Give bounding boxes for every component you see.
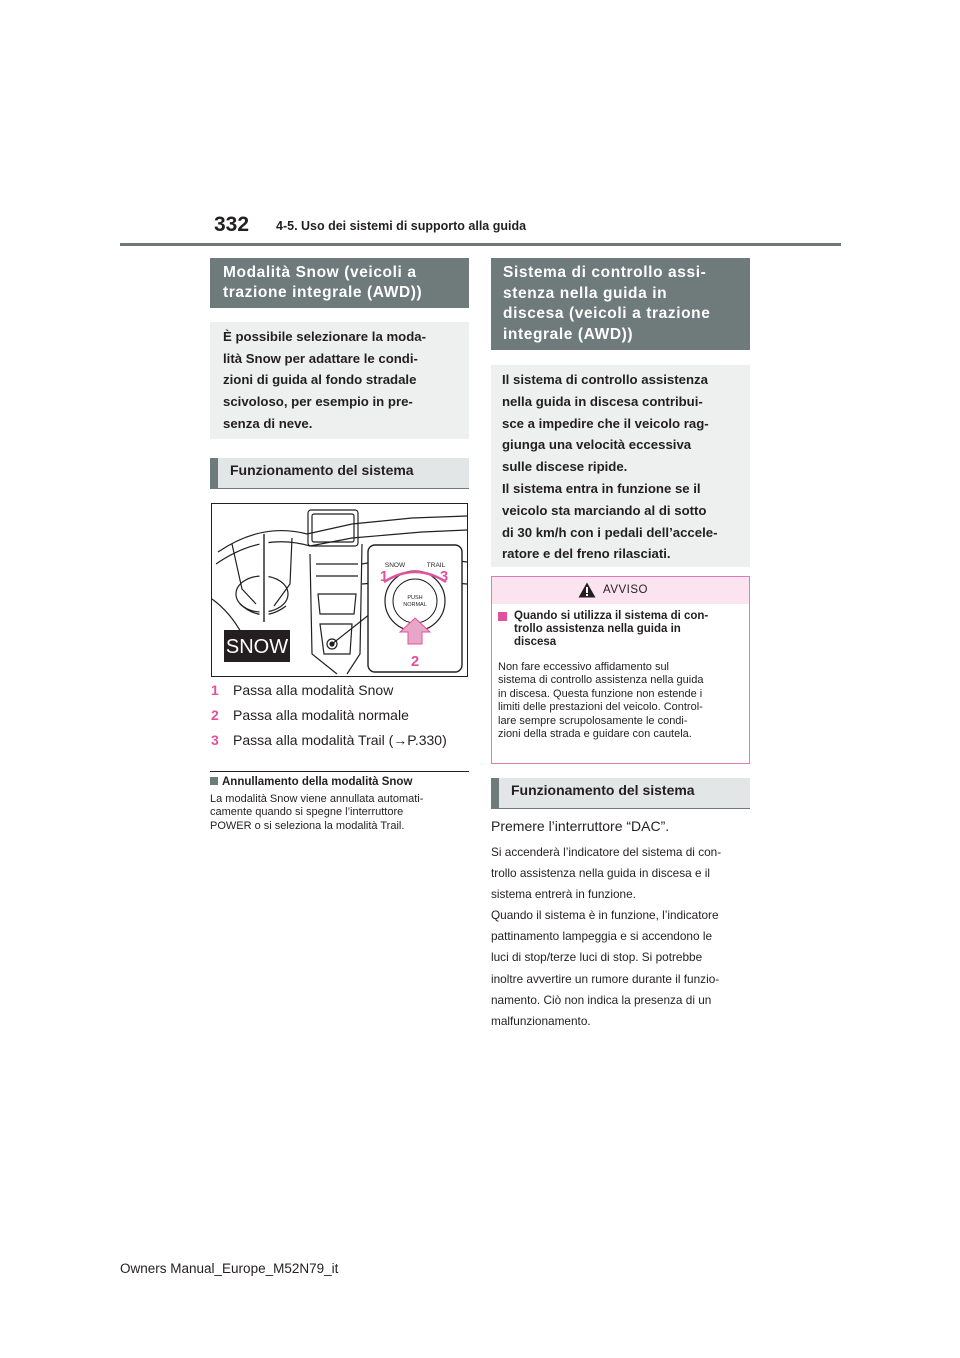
warning-box xyxy=(491,576,750,764)
header-rule xyxy=(120,243,841,246)
subheading-rule xyxy=(210,488,469,489)
warning-header xyxy=(492,577,749,604)
paragraph xyxy=(491,842,721,906)
warning-icon xyxy=(578,582,596,598)
bullet-square-icon xyxy=(210,777,218,785)
dac-title xyxy=(491,258,750,350)
switch-snow-label: SNOW xyxy=(384,562,406,569)
intro-line: lità Snow per adattare le condi- xyxy=(223,350,418,366)
warning-body-line: limiti delle prestazioni del veicolo. Control- xyxy=(498,701,703,714)
warning-body-line: sistema di controllo assistenza nella guida xyxy=(498,674,704,687)
title-line: discesa (veicoli a trazione xyxy=(503,305,711,322)
intro-line: È possibile selezionare la moda- xyxy=(223,329,427,344)
cancel-heading-text: Annullamento della modalità Snow xyxy=(222,776,413,788)
title-line: Sistema di controllo assi- xyxy=(503,264,707,281)
cancel-body xyxy=(210,793,469,833)
title-line: trazione integrale (AWD)) xyxy=(223,284,423,301)
step-item xyxy=(211,731,447,749)
section-title: 4-5. Uso dei sistemi di supporto alla guida xyxy=(276,219,527,233)
dac-intro xyxy=(491,365,750,567)
step-number: 2 xyxy=(211,707,219,723)
snow-mode-intro xyxy=(210,322,469,439)
warning-body-line: in discesa. Questa funzione non estende i xyxy=(498,687,703,700)
press-instruction: Premere l’interruttore “DAC”. xyxy=(491,818,670,834)
intro-line: sce a impedire che il veicolo rag- xyxy=(502,415,709,431)
step-number: 3 xyxy=(211,732,219,748)
step-text: Passa alla modalità Snow xyxy=(233,682,394,698)
right-subheading: Funzionamento del sistema xyxy=(491,778,750,808)
warning-heading xyxy=(498,610,708,650)
warning-heading-line: trollo assistenza nella guida in xyxy=(514,623,681,636)
body-line: Quando il sistema è in funzione, l’indicatore xyxy=(491,908,719,922)
body-line: inoltre avvertire un rumore durante il funzio- xyxy=(491,971,720,986)
body-line: Si accenderà l’indicatore del sistema di con- xyxy=(491,845,722,859)
step-text: Passa alla modalità normale xyxy=(233,707,409,723)
paragraph xyxy=(491,905,719,1032)
snow-label: SNOW xyxy=(225,636,289,658)
page-number: 332 xyxy=(214,213,250,236)
warning-body-line: zioni della strada e guidare con cautela. xyxy=(498,728,692,741)
body-line: malfunzionamento. xyxy=(491,1014,591,1029)
body-line: camente quando si spegne l’interruttore xyxy=(210,806,404,819)
intro-line: Il sistema entra in funzione se il xyxy=(502,480,701,496)
warning-body-line: Non fare eccessivo affidamento sul xyxy=(498,661,669,673)
intro-line: senza di neve. xyxy=(223,415,313,431)
title-line: stenza nella guida in xyxy=(503,284,668,302)
body-line: sistema entrerà in funzione. xyxy=(491,887,636,902)
left-subheading: Funzionamento del sistema xyxy=(210,458,469,488)
warning-heading-line: discesa xyxy=(514,636,557,649)
intro-line: ratore e del freno rilasciati. xyxy=(502,546,671,562)
title-line: Modalità Snow (veicoli a xyxy=(223,264,417,281)
step-item xyxy=(211,706,409,724)
body-line: trollo assistenza nella guida in discesa e il xyxy=(491,866,711,881)
warning-heading-line: Quando si utilizza il sistema di con- xyxy=(514,610,709,622)
body-line: pattinamento lampeggia e si accendono le xyxy=(491,929,713,944)
normal-label: NORMAL xyxy=(403,602,427,608)
step-item xyxy=(211,681,393,699)
push-label: PUSH xyxy=(407,595,423,601)
footer-text: Owners Manual_Europe_M52N79_it xyxy=(120,1261,339,1276)
snow-switch-figure xyxy=(211,503,468,677)
bullet-square-icon xyxy=(498,612,507,621)
intro-line: Il sistema di controllo assistenza xyxy=(502,372,708,387)
note-rule xyxy=(210,771,469,772)
title-line: integrale (AWD)) xyxy=(503,325,634,343)
intro-line: giunga una velocità eccessiva xyxy=(502,437,692,453)
cancel-heading xyxy=(210,776,412,788)
body-line: namento. Ciò non indica la presenza di un xyxy=(491,992,712,1007)
callout-3: 3 xyxy=(439,568,449,585)
intro-line: di 30 km/h con i pedali dell’accele- xyxy=(502,524,718,540)
intro-line: nella guida in discesa contribui- xyxy=(502,393,703,409)
snow-mode-title xyxy=(210,258,469,308)
intro-line: veicolo sta marciando al di sotto xyxy=(502,502,707,518)
body-line: POWER o si seleziona la modalità Trail. xyxy=(210,819,405,832)
step-text: Passa alla modalità Trail (→P.330) xyxy=(233,732,447,748)
intro-line: zioni di guida al fondo stradale xyxy=(223,372,417,388)
body-line: luci di stop/terze luci di stop. Si potrebbe xyxy=(491,950,703,965)
step-number: 1 xyxy=(211,682,219,698)
warning-body-line: lare sempre scrupolosamente le condi- xyxy=(498,714,688,727)
dashboard-illustration xyxy=(212,504,467,676)
warning-body xyxy=(498,661,703,741)
subheading-rule xyxy=(491,808,750,809)
intro-line: sulle discese ripide. xyxy=(502,459,628,475)
callout-2: 2 xyxy=(410,653,420,670)
switch-trail-label: TRAIL xyxy=(426,562,446,569)
callout-1: 1 xyxy=(379,568,389,585)
warning-label: AVVISO xyxy=(603,584,648,596)
body-line: La modalità Snow viene annullata automati- xyxy=(210,793,424,805)
intro-line: scivoloso, per esempio in pre- xyxy=(223,394,413,410)
